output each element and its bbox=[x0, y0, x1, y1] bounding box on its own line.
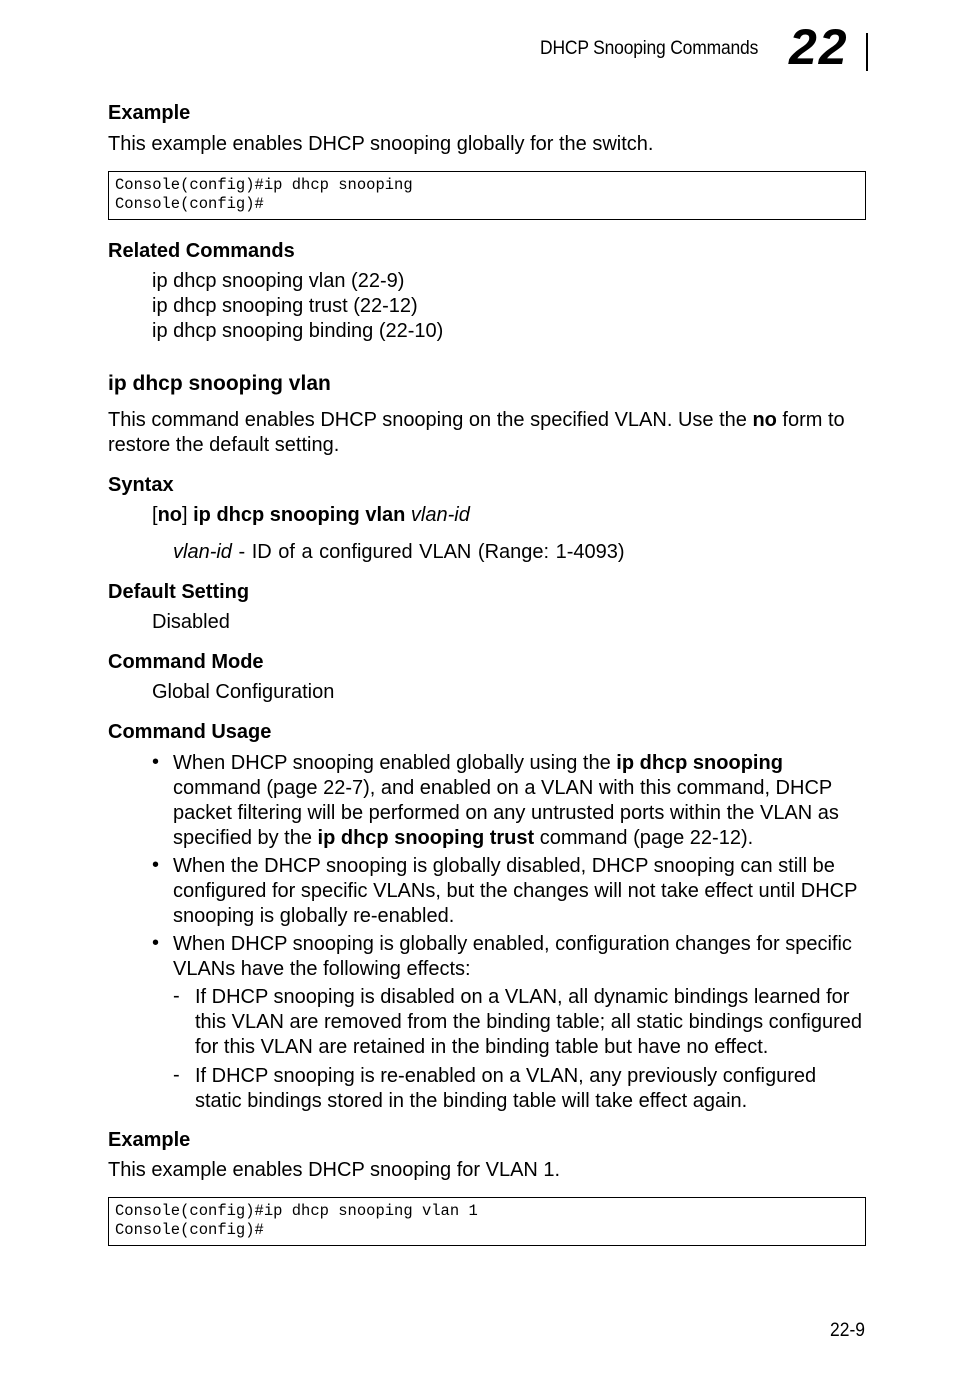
command-mode-value: Global Configuration bbox=[152, 681, 335, 703]
syntax-heading: Syntax bbox=[108, 474, 174, 496]
code-line: Console(config)# bbox=[115, 195, 264, 213]
code-line: Console(config)#ip dhcp snooping bbox=[115, 176, 413, 194]
related-command-item: ip dhcp snooping binding (22-10) bbox=[152, 320, 444, 342]
command-description-line2: restore the default setting. bbox=[108, 434, 340, 456]
command-usage-heading: Command Usage bbox=[108, 721, 272, 743]
usage-item: When DHCP snooping enabled globally using the ip dhcp snooping command (page 22-7), and enabled on a VLAN with this command, DHCP packet filtering will be performed on any untrusted ports within the VLAN as specified by the ip dhcp snooping trust command (page 22-12). bbox=[173, 752, 839, 849]
example-text: This example enables DHCP snooping for VLAN 1. bbox=[108, 1159, 561, 1181]
usage-item: When the DHCP snooping is globally disabled, DHCP snooping can still be configured for specific VLANs, but the changes will not take effect until DHCP snooping is globally re-enabled. bbox=[173, 855, 858, 927]
related-commands-heading: Related Commands bbox=[108, 240, 295, 262]
usage-subitem: If DHCP snooping is disabled on a VLAN, all dynamic bindings learned for this VLAN are removed from the binding table; all static bindings configured for this VLAN are retained in the binding table but have no effect. bbox=[195, 986, 863, 1058]
bullet-icon: • bbox=[152, 854, 160, 876]
code-block bbox=[108, 171, 866, 220]
syntax-line: [no] ip dhcp snooping vlan vlan-id bbox=[152, 504, 470, 526]
dash-icon: - bbox=[173, 985, 180, 1007]
bullet-icon: • bbox=[152, 932, 160, 954]
code-line: Console(config)#ip dhcp snooping vlan 1 bbox=[115, 1202, 478, 1220]
code-block bbox=[108, 1197, 866, 1246]
command-description: This command enables DHCP snooping on the specified VLAN. Use the no form to bbox=[108, 409, 845, 431]
related-command-item: ip dhcp snooping trust (22-12) bbox=[152, 295, 418, 317]
syntax-parameter: vlan-id - ID of a configured VLAN (Range: 1-4093) bbox=[173, 541, 625, 563]
related-command-item: ip dhcp snooping vlan (22-9) bbox=[152, 270, 405, 292]
example-heading: Example bbox=[108, 1129, 191, 1151]
default-setting-value: Disabled bbox=[152, 611, 230, 633]
usage-item: When DHCP snooping is globally enabled, configuration changes for specific VLANs have the following effects: bbox=[173, 933, 852, 980]
running-header-title: DHCP Snooping Commands bbox=[540, 38, 759, 59]
command-title: ip dhcp snooping vlan bbox=[108, 372, 331, 395]
default-setting-heading: Default Setting bbox=[108, 581, 250, 603]
bullet-icon: • bbox=[152, 751, 160, 773]
chapter-number: 22 bbox=[789, 19, 849, 75]
usage-subitem: If DHCP snooping is re-enabled on a VLAN, any previously configured static bindings stored in the binding table will take effect again. bbox=[195, 1065, 817, 1112]
command-mode-heading: Command Mode bbox=[108, 651, 264, 673]
dash-icon: - bbox=[173, 1064, 180, 1086]
code-line: Console(config)# bbox=[115, 1221, 264, 1239]
example-heading: Example bbox=[108, 102, 191, 124]
example-text: This example enables DHCP snooping globally for the switch. bbox=[108, 133, 654, 155]
page-number: 22-9 bbox=[830, 1320, 865, 1341]
